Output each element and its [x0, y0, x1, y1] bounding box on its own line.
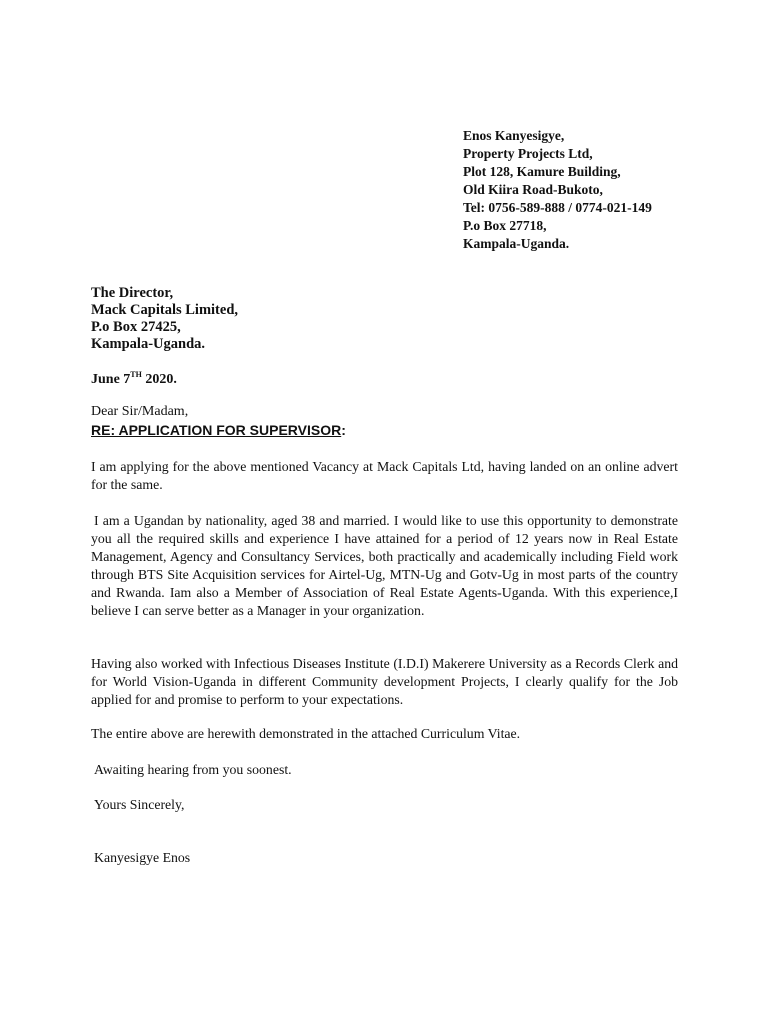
body-paragraph-1: I am applying for the above mentioned Vacancy at Mack Capitals Ltd, having landed on an online advert for the same. [91, 459, 678, 492]
date-day: June 7 [91, 372, 131, 387]
closing: Yours Sincerely, [94, 797, 185, 812]
body-paragraph-5: Awaiting hearing from you soonest. [94, 762, 292, 777]
signature-name: Kanyesigye Enos [94, 850, 191, 865]
date-year: 2020. [141, 372, 177, 387]
sender-po-box: P.o Box 27718, [463, 218, 547, 233]
recipient-title: The Director, [91, 285, 174, 301]
body-paragraph-2: I am a Ugandan by nationality, aged 38 and married. I would like to use this opportunity to demonstrate you all the required skills and experience I have attained for a period of 12 years now in Real Estate Management, Agency and Consultancy Services, both practically and academically including Field work through BTS Site Acquisition services for Airtel-Ug, MTN-Ug and Gotv-Ug in most parts of the country and Rwanda. Iam also a Member of Association of Real Estate Agents-Uganda. With this experience,I believe I can serve better as a Manager in your organization. [91, 513, 678, 618]
recipient-po-box: P.o Box 27425, [91, 319, 181, 335]
date-ordinal-suffix: TH [130, 370, 142, 379]
sender-company: Property Projects Ltd, [463, 146, 593, 161]
sender-telephone: Tel: 0756-589-888 / 0774-021-149 [463, 200, 652, 215]
subject-line [91, 422, 346, 438]
letter-date [91, 370, 177, 388]
body-paragraph-3: Having also worked with Infectious Diseases Institute (I.D.I) Makerere University as a Records Clerk and for World Vision-Uganda in different Community development Projects, I clearly qualify for the Job applied for and promise to perform to your expectations. [91, 656, 678, 707]
sender-name: Enos Kanyesigye, [463, 128, 565, 143]
sender-address-line-2: Old Kiira Road-Bukoto, [463, 182, 603, 197]
subject-colon: : [341, 422, 346, 438]
body-paragraph-4: The entire above are herewith demonstrated in the attached Curriculum Vitae. [91, 726, 521, 741]
recipient-address-block [91, 285, 238, 353]
sender-address-block [463, 127, 652, 253]
sender-address-line-1: Plot 128, Kamure Building, [463, 164, 621, 179]
sender-city: Kampala-Uganda. [463, 236, 570, 251]
recipient-city: Kampala-Uganda. [91, 336, 206, 352]
subject-text: RE: APPLICATION FOR SUPERVISOR [91, 422, 342, 438]
salutation: Dear Sir/Madam, [91, 404, 189, 419]
recipient-company: Mack Capitals Limited, [91, 302, 239, 318]
